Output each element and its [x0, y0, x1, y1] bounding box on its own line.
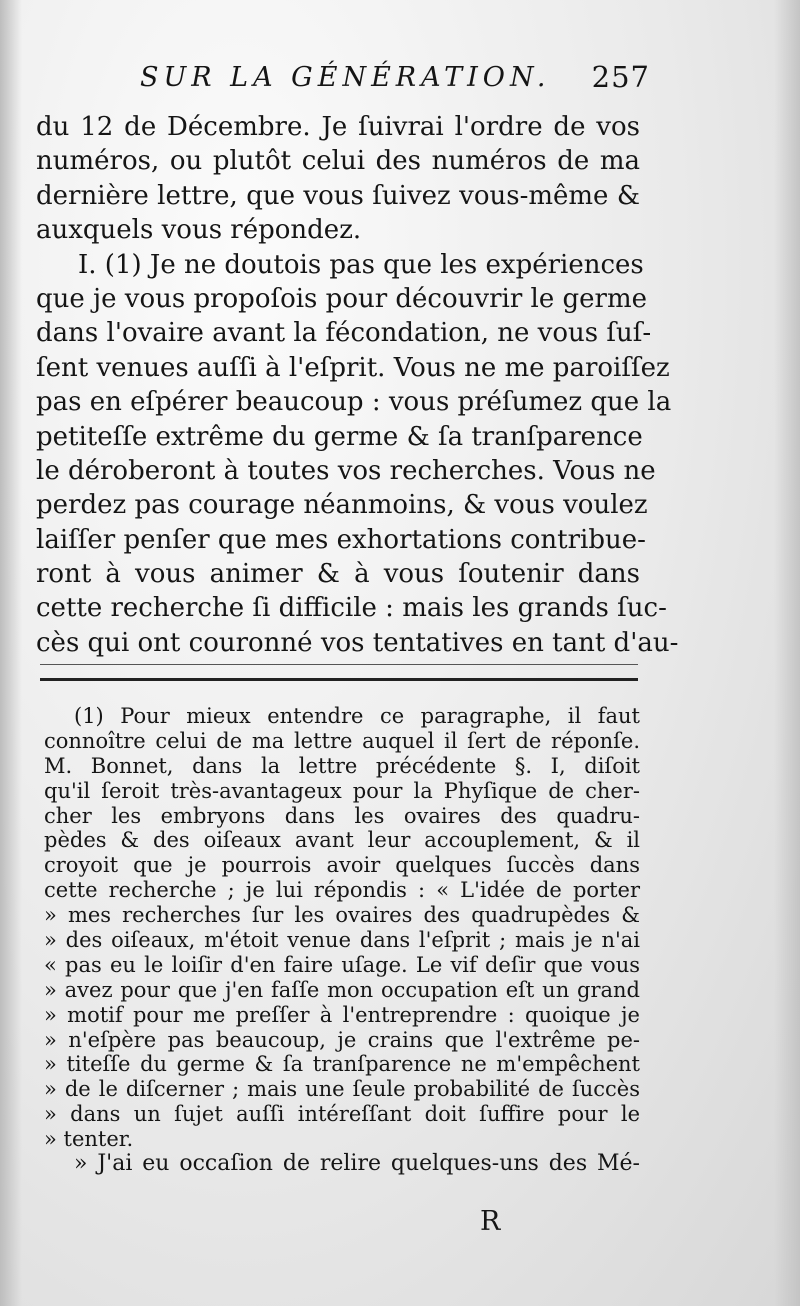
footnote-line: croyoit que je pourrois avoir quelques ſuccès dans [44, 853, 640, 878]
body-line: ront à vous animer & à vous ſoutenir dans [36, 559, 640, 590]
body-line: petiteſſe extrême du germe & ſa tranſparence [36, 421, 643, 452]
footnote-line: » de le diſcerner ; mais une ſeule probabilité de ſuccès [44, 1077, 640, 1102]
footnote-line: connoître celui de ma lettre auquel il ſert de réponſe. [44, 728, 640, 753]
body-line: auxquels vous répondez. [36, 215, 362, 246]
page-edge-shadow-right [774, 0, 800, 1306]
body-line: numéros, ou plutôt celui des numéros de ma [36, 146, 640, 177]
footnote-line: » J'ai eu occaſion de relire quelques-uns des Mé- [74, 1151, 640, 1177]
body-line: que je vous propoſois pour découvrir le germe [36, 283, 647, 314]
footnote-line: » titeſſe du germe & ſa tranſparence ne m'empêchent [44, 1052, 640, 1077]
footnote-line: qu'il ſeroit très-avantageux pour la Phyſique de cher- [44, 778, 640, 803]
main-text-block [36, 110, 679, 660]
body-line: le déroberont à toutes vos recherches. Vous ne [36, 455, 656, 486]
footnote-line: » n'eſpère pas beaucoup, je crains que l'extrême pe- [44, 1027, 640, 1052]
footnote-line: » dans un ſujet auſſi intéreſſant doit ſuffire pour le [44, 1102, 640, 1127]
body-line: cette recherche ſi difficile : mais les grands ſuc- [36, 593, 667, 624]
footnote-line: » mes recherches ſur les ovaires des quadrupèdes & [44, 903, 640, 928]
footnote-block [44, 704, 640, 1177]
body-line: laiſſer penſer que mes exhortations contribue- [36, 524, 646, 555]
footnote-line: » tenter. [44, 1127, 134, 1152]
body-line: cès qui ont couronné vos tentatives en tant d'au- [36, 627, 679, 658]
body-line: du 12 de Décembre. Je ſuivrai l'ordre de vos [36, 112, 640, 142]
footnote-line: cette recherche ; je lui répondis : « L'idée de porter [44, 878, 640, 903]
page-number: 257 [591, 60, 650, 94]
body-line: dans l'ovaire avant la fécondation, ne vous ſuſ- [36, 318, 652, 349]
page-edge-shadow-left [0, 0, 22, 1306]
body-line: dernière lettre, que vous ſuivez vous-même & [36, 180, 640, 211]
footnote-line: » avez pour que j'en faſſe mon occupation eſt un grand [44, 977, 640, 1002]
footnote-line: « pas eu le loiſir d'en faire uſage. Le vif deſir que vous [44, 952, 640, 977]
running-head [140, 58, 660, 98]
footnote-line: » des oiſeaux, m'étoit venue dans l'eſprit ; mais je n'ai [44, 928, 640, 953]
body-line: ſent venues auſſi à l'eſprit. Vous ne me paroiſſez [36, 352, 670, 383]
footnote-separator-thin [40, 664, 638, 665]
footnote-line: pèdes & des oiſeaux avant leur accouplement, & il [44, 828, 640, 853]
body-line: pas en eſpérer beaucoup : vous préſumez que la [36, 387, 672, 418]
footnote-line: M. Bonnet, dans la lettre précédente §. I, diſoit [44, 753, 640, 778]
signature-mark: R [480, 1206, 501, 1237]
body-line: perdez pas courage néanmoins, & vous voulez [36, 490, 648, 521]
footnote-line: cher les embryons dans les ovaires des quadru- [44, 803, 640, 828]
footnote-line: » motif pour me preſſer à l'entreprendre : quoique je [44, 1002, 640, 1027]
footnote-line: (1) Pour mieux entendre ce paragraphe, il faut [74, 704, 640, 728]
footnote-separator-rule [40, 678, 638, 681]
running-head-title: SUR LA GÉNÉRATION. [140, 62, 551, 93]
body-line: I. (1) Je ne doutois pas que les expériences [78, 249, 644, 280]
